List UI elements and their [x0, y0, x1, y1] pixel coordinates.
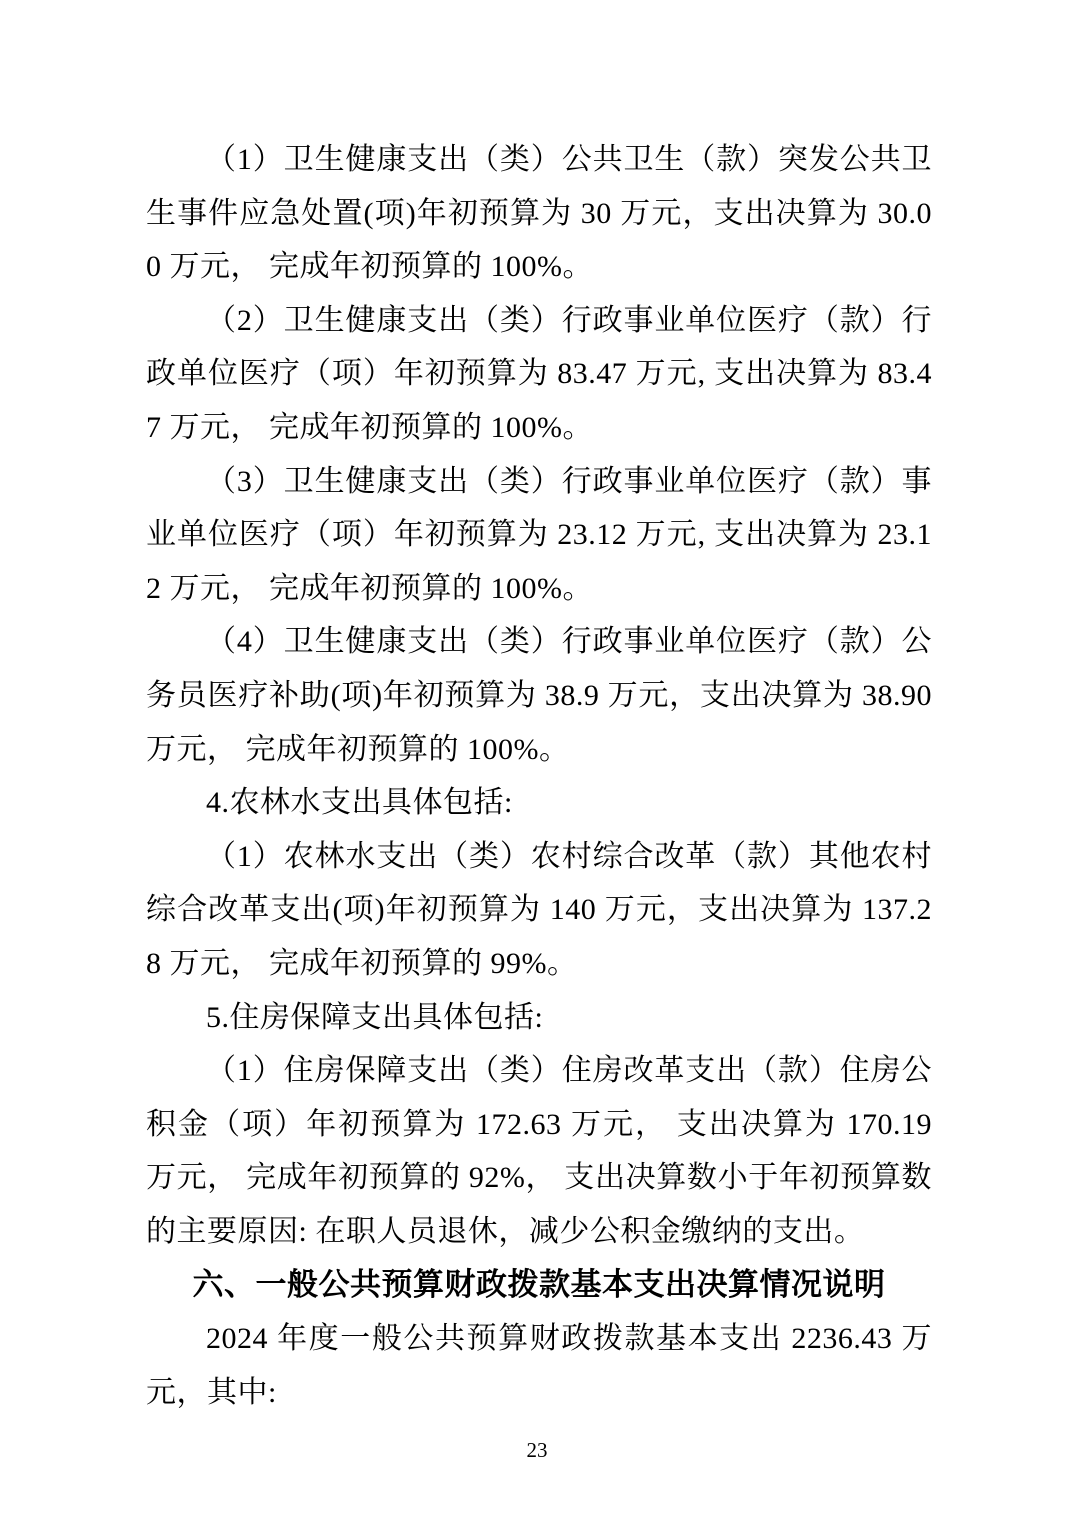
- paragraph-health-item-4: （4）卫生健康支出（类）行政事业单位医疗（款）公务员医疗补助(项)年初预算为 38.9 万元，支出决算为 38.90 万元， 完成年初预算的 100%。: [146, 625, 932, 766]
- paragraph-housing-item-1: （1）住房保障支出（类）住房改革支出（款）住房公积金（项）年初预算为 172.63 万元， 支出决算为 170.19 万元， 完成年初预算的 92%， 支出决算数小于年初预算数的主要原因: 在职人员退休，减少公积金缴纳的支出。: [146, 1054, 932, 1248]
- page-number: 23: [526, 1438, 548, 1462]
- paragraph-basic-expenditure-summary: 2024 年度一般公共预算财政拨款基本支出 2236.43 万元，其中:: [146, 1322, 932, 1409]
- paragraph-health-item-3: （3）卫生健康支出（类）行政事业单位医疗（款）事业单位医疗（项）年初预算为 23.12 万元, 支出决算为 23.12 万元， 完成年初预算的 100%。: [146, 464, 932, 605]
- paragraph-housing-intro: 5.住房保障支出具体包括:: [206, 1000, 544, 1034]
- paragraph-health-item-2: （2）卫生健康支出（类）行政事业单位医疗（款）行政单位医疗（项）年初预算为 83.47 万元, 支出决算为 83.47 万元， 完成年初预算的 100%。: [146, 303, 932, 444]
- paragraph-agriculture-intro: 4.农林水支出具体包括:: [206, 786, 513, 820]
- paragraph-health-item-1: （1）卫生健康支出（类）公共卫生（款）突发公共卫生事件应急处置(项)年初预算为 30 万元，支出决算为 30.00 万元， 完成年初预算的 100%。: [146, 143, 932, 284]
- paragraph-agriculture-item-1: （1）农林水支出（类）农村综合改革（款）其他农村综合改革支出(项)年初预算为 140 万元，支出决算为 137.28 万元， 完成年初预算的 99%。: [146, 839, 932, 980]
- document-body: [146, 133, 932, 1419]
- section-heading-basic-expenditure: 六、一般公共预算财政拨款基本支出决算情况说明: [192, 1267, 886, 1303]
